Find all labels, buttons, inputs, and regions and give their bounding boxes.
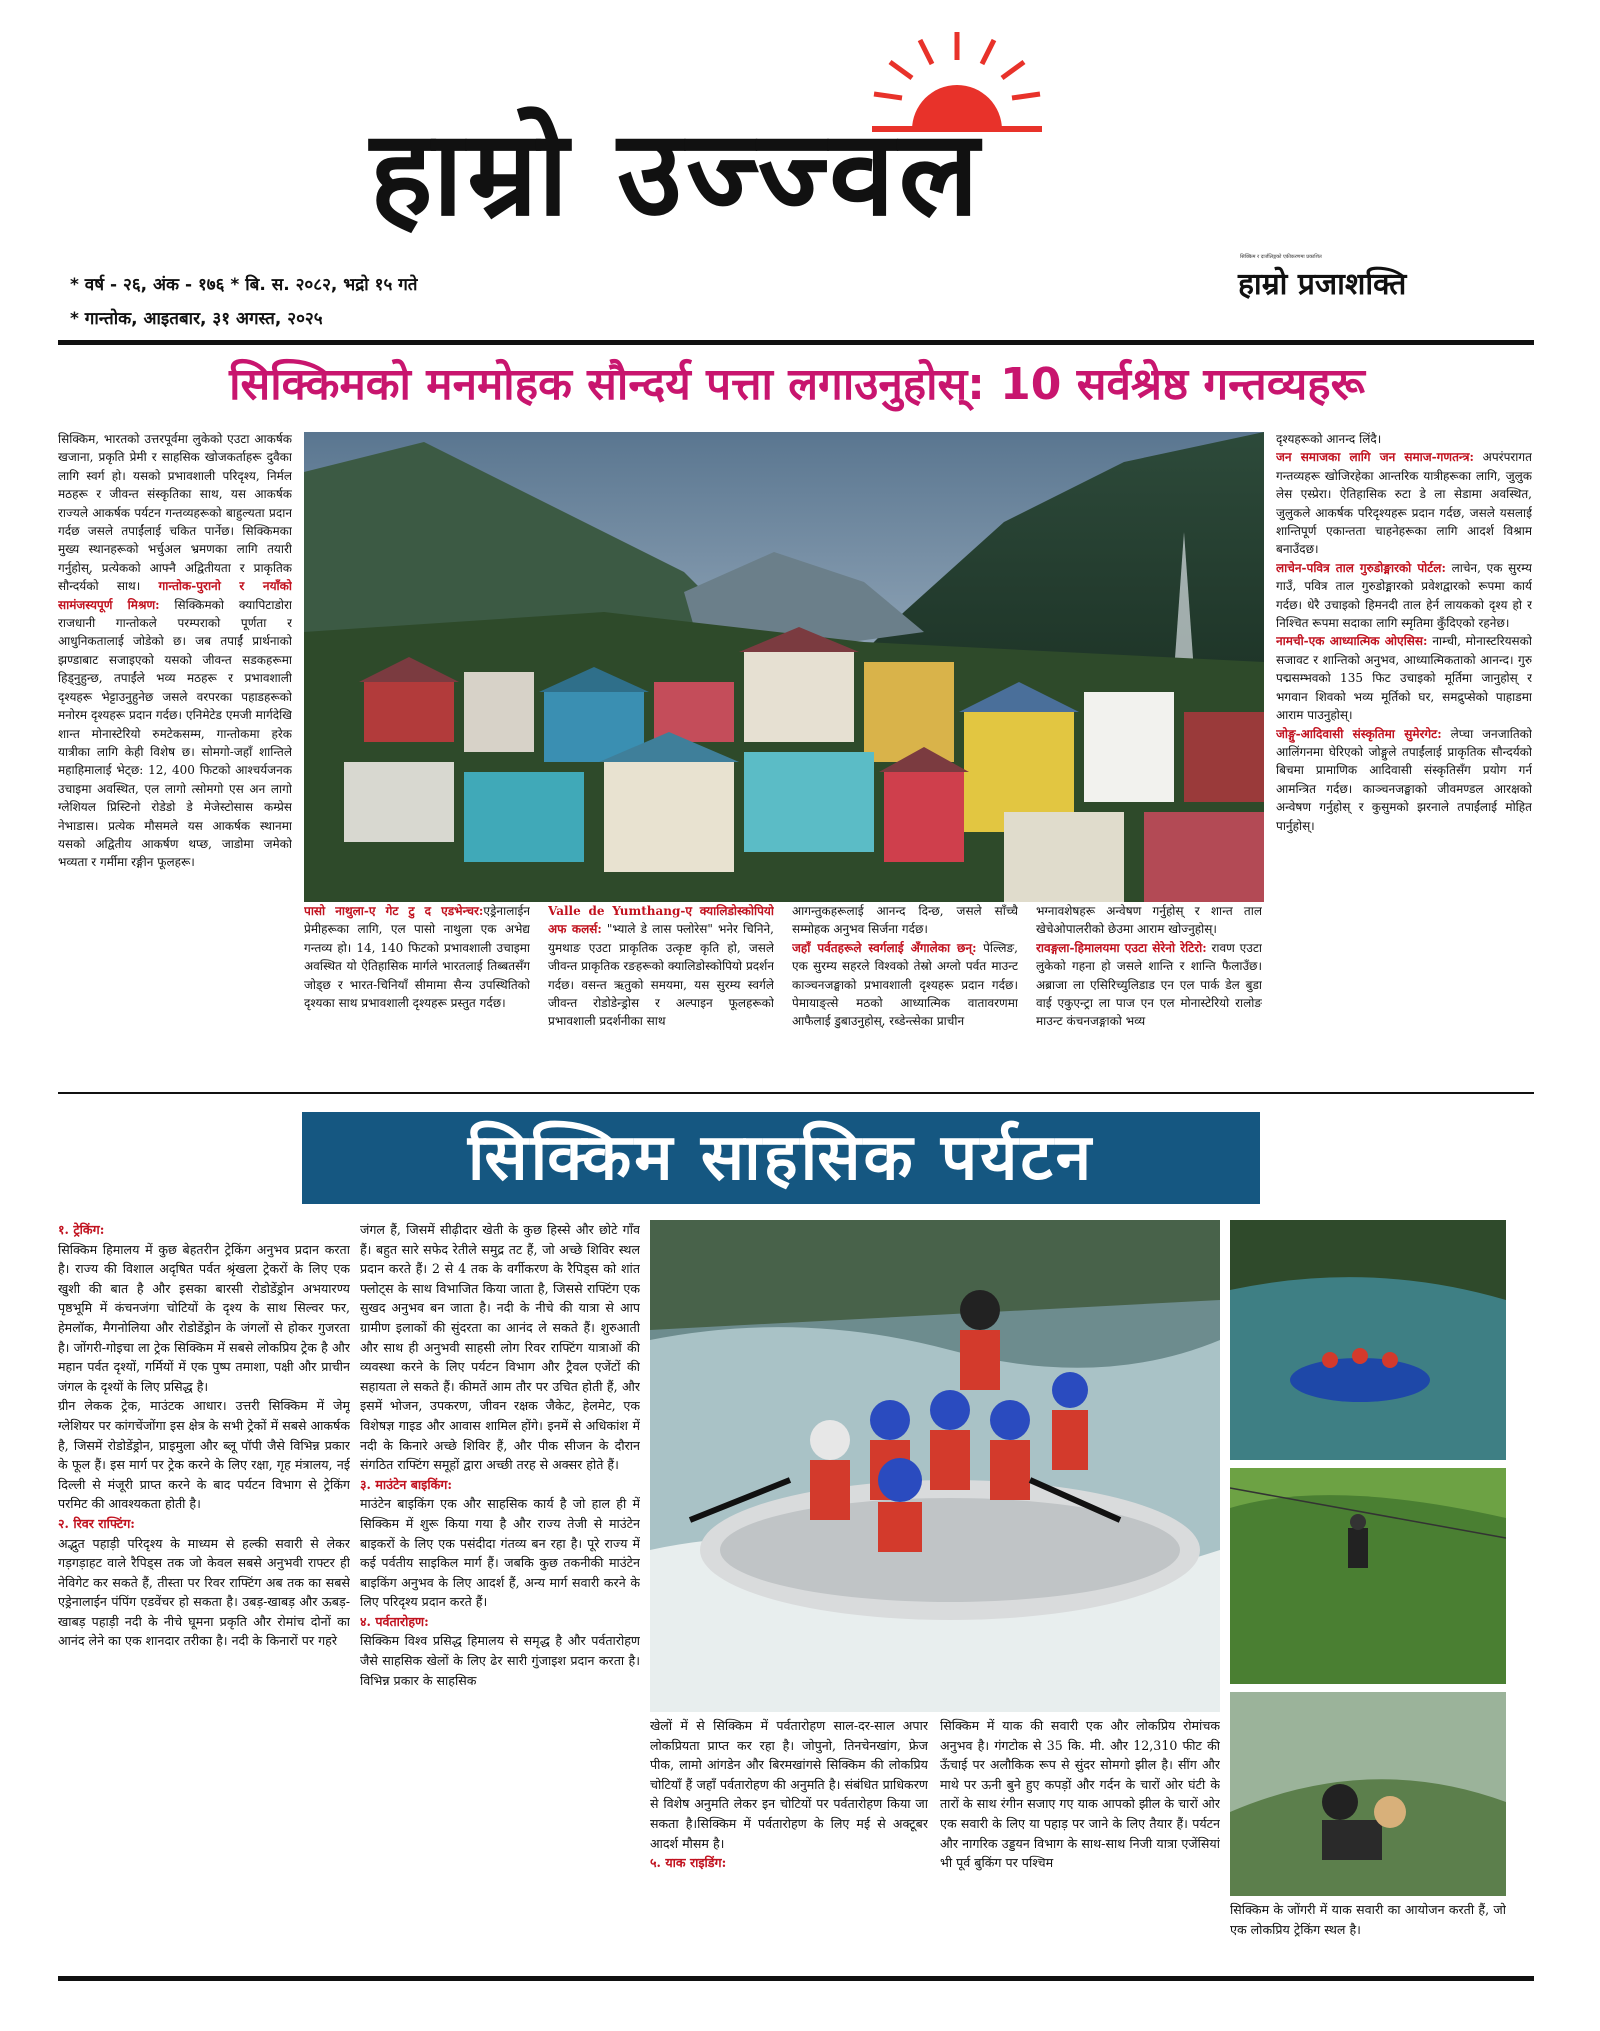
subhead: जहाँ पर्वतहरूले स्वर्गलाई अँगालेका छन्: [792, 940, 977, 955]
article1-column-4 [792, 902, 1018, 1086]
paragraph: सिक्किमको क्यापिटाडोरा राजधानी गान्तोकले परम्पराको पूर्णता र आधुनिकतालाई जोडेको छ। जब तपाईं प्रार्थनाको झण्डाबाट सजाइएको यसको जीवन्त सडकहरूमा हिड्नुहुन्छ, तपाईंले भव्य मठहरू र प्रभावशाली दृश्यहरू भेट्टाउनुहुनेछ जसले वरपरका पहाडहरूको मनोरम दृश्यहरू प्रदान गर्दछ। एनिमेटेड एमजी मार्गदेखि शान्त मोनास्टेरियो रुमटेकसम्म, गान्तोकमा हरेक यात्रीका लागि केही विशेष छ। सोमगो-जहाँ शान्तिले महाहिमालाई भेट्छ: 12, 400 फिटको आश्चर्यजनक उचाइमा अवस्थित, एल लागो त्सोमगो एस अन लागो ग्लेशियल प्रिस्टिनो रोडेडो डे मेजेस्टोसास कम्प्रेस नेभाडास। प्रत्येक मौसमले यस आकर्षक स्थानमा यसको अद्वितीय आकर्षण थप्छ, जाडोमा जमेको भव्यता र गर्मीमा रङ्गीन फूलहरू। [58, 597, 292, 870]
paragraph: सिक्किम के जोंगरी में याक सवारी का आयोजन करती हैं, जो एक लोकप्रिय ट्रेकिंग स्थल है। [1230, 1902, 1506, 1937]
paragraph: माउंटेन बाइकिंग एक और साहसिक कार्य है जो हाल ही में सिक्किम में शुरू किया गया है और राज्य तेजी से माउंटेन बाइकरों के लिए एक पसंदीदा गंतव्य बन रहा है। पूरे राज्य में कई पर्वतीय साइकिल मार्ग हैं। जबकि कुछ तकनीकी माउंटेन बाइकिंग अनुभव के लिए आदर्श हैं, अन्य मार्ग सवारी करने के लिए परिदृश्य प्रदान करते हैं। [360, 1496, 640, 1610]
lachen-valley-photo [304, 432, 1264, 902]
footer-rule [58, 1976, 1534, 1981]
paragraph: "भ्याले डे लास फ्लोरेस" भनेर चिनिने, युमथाङ एउटा प्राकृतिक उत्कृष्ट कृति हो, जसले जीवन्त प्राकृतिक रङहरूको क्यालिडोस्कोपियो प्रदर्शन गर्दछ। वसन्त ऋतुको समयमा, यस सुरम्य स्वर्गले जीवन्त रोडोडेन्ड्रोस र अल्पाइन फूलहरूको प्रभावशाली प्रदर्शनीका साथ [548, 922, 774, 1029]
paragraph: आगन्तुकहरूलाई आनन्द दिन्छ, जसले साँच्चै सम्मोहक अनुभव सिर्जना गर्दछ। [792, 904, 1018, 937]
intro-paragraph: सिक्किम, भारतको उत्तरपूर्वमा लुकेको एउटा आकर्षक खजाना, प्रकृति प्रेमी र साहसिक खोजकर्ताहरू दुवैका लागि स्वर्ग हो। यसको प्रभावशाली परिदृश्य, निर्मल मठहरू र जीवन्त संस्कृतिका साथ, यस आकर्षक राज्यले आकर्षक पर्यटन गन्तव्यहरूको बाहुल्यता प्रदान गर्दछ जसले तपाईंलाई चकित पार्नेछ। सिक्किमका मुख्य स्थानहरूको भर्चुअल भ्रमणका लागि तयारी गर्नुहोस्, प्रत्येकको आफ्नै अद्वितीयता र प्राकृतिक सौन्दर्यको साथ। [58, 432, 292, 594]
subhead: ५. याक राइडिंग: [650, 1855, 727, 1871]
article2-column-5 [1230, 1900, 1506, 1966]
article1-column-2 [304, 902, 530, 1086]
paragraph: जंगल हैं, जिसमें सीढ़ीदार खेती के कुछ हिस्से और छोटे गाँव हैं। बहुत सारे सफेद रेतीले समुद्र तट हैं, जो अच्छे शिविर स्थल प्रदान करते हैं। 2 से 4 तक के वर्गीकरण के रैपिड्स को शांत फ्लोट्स के साथ विभाजित किया जाता है, जिससे राफ्टिंग एक सुखद अनुभव बन जाता है। नदी के नीचे की यात्रा से आप ग्रामीण इलाकों की सुंदरता का आनंद ले सकते हैं। शुरुआती और साथ ही अनुभवी साहसी लोग रिवर राफ्टिंग यात्राओं की व्यवस्था करने के लिए पर्यटन विभाग और ट्रैवल एजेंटों की सहायता ले सकते हैं। कीमतें आम तौर पर उचित होती हैं, और इसमें भोजन, उपकरण, जीवन रक्षक जैकेट, हेलमेट, एक विशेषज्ञ गाइड और आवास शामिल होंगे। इनमें से अधिकांश में नदी के किनारे अच्छे शिविर हैं, और पीक सीजन के दौरान संगठित राफ्टिंग समूहों द्वारा अच्छी तरह से अक्सर होते हैं। [360, 1222, 640, 1473]
subhead: जोङ्गु-आदिवासी संस्कृतिमा सुमेरगेट: [1276, 726, 1442, 741]
sister-paper-tagline: सिक्किम र दार्जलिङ्गको एकीकरणमा प्रकाशित [1240, 254, 1322, 260]
subhead: Valle de Yumthang-ए क्यालिडोस्कोपियो अफ कलर्स: [548, 904, 774, 937]
paragraph: लाचेन, एक सुरम्य गाउँ, पवित्र ताल गुरुडोङ्मारको प्रवेशद्वारको रूपमा कार्य गर्दछ। धेरै उचाइको हिमनदी ताल हेर्न लायकको दृश्य हो र निश्चित रूपमा सदाका लागि स्मृतिमा कुँदिएको रहनेछ। [1276, 560, 1532, 631]
paragraph: लेप्चा जनजातिको आलिंगनमा घेरिएको जोङ्गुले तपाईंलाई प्राकृतिक सौन्दर्यको बिचमा प्रामाणिक आदिवासी संस्कृतिसँग प्रयोग गर्न आमन्त्रित गर्दछ। काञ्चनजङ्घाको जीवमण्डल आरक्षको अन्वेषण गर्नुहोस् र कुसुमको झरनाले तपाईंलाई मोहित पार्नुहोस्। [1276, 726, 1532, 833]
paragraph: रावण एउटा लुकेको गहना हो जसले शान्ति र शान्ति फैलाउँछ। अब्राजा ला एसिरिच्युलिडाड एन एल पार्क डेल बुडा वाई एकुएन्ट्रा ला पाज एन एल मोनास्टेरियो रालोङ माउन्ट कंचनजङ्गाको भव्य [1036, 940, 1262, 1029]
masthead-title: हाम्रो उज्ज्वल [370, 104, 983, 242]
article2-column-2 [360, 1220, 640, 1966]
article1-column-6 [1276, 430, 1532, 1086]
paragraph: भग्नावशेषहरू अन्वेषण गर्नुहोस् र शान्त ताल खेचेओपालरीको छेउमा आराम खोज्नुहोस्। [1036, 904, 1262, 937]
zipline-forest-photo [1230, 1468, 1506, 1684]
article-headline: सिक्किमको मनमोहक सौन्दर्य पत्ता लगाउनुहोस्: 10 सर्वश्रेष्ठ गन्तव्यहरू [229, 359, 1365, 410]
subhead: रावङ्गला-हिमालयमा एउटा सेरेनो रेटिरो: [1036, 940, 1207, 955]
section-divider [58, 1092, 1534, 1094]
sister-paper-name: हाम्रो प्रजाशक्ति [1238, 267, 1407, 302]
subhead: २. रिवर राफ्टिंग: [58, 1515, 135, 1531]
place-date: * गान्तोक, आइतबार, ३१ अगस्त, २०२५ [70, 309, 323, 329]
paragraph: सिक्किम विश्व प्रसिद्ध हिमालय से समृद्ध है और पर्वतारोहण जैसे साहसिक खेलों के लिए ढेर सारी गुंजाइश प्रदान करता है। विभिन्न प्रकार के साहसिक [360, 1633, 640, 1688]
subhead: ३. माउंटेन बाइकिंग: [360, 1476, 453, 1492]
paragraph: खेलों में से सिक्किम में पर्वतारोहण साल-दर-साल अपार लोकप्रियता प्राप्त कर रहा है। जोपुनो, तिनचेनखांग, फ्रेज पीक, लामो आंगडेन और बिरमखांगसे सिक्किम की लोकप्रिय चोटियाँ हैं जहाँ पर्वतारोहण की अनुमति है। संबंधित प्राधिकरण से विशेष अनुमति लेकर इन चोटियों पर पर्वतारोहण किया जा सकता है।सिक्किम में पर्वतारोहण के लिए मई से अक्टूबर आदर्श मौसम है। [650, 1718, 928, 1851]
article2-column-3 [650, 1716, 928, 1966]
subhead: १. ट्रेकिंग: [58, 1222, 105, 1237]
subhead: ४. पर्वतारोहण: [360, 1613, 429, 1629]
subhead: नामची-एक आध्यात्मिक ओएसिस: [1276, 634, 1428, 649]
issue-info: * वर्ष - २६, अंक - १७६ * बि. स. २०८२, भद्रो १५ गते [70, 275, 418, 295]
raft-on-river-photo [1230, 1220, 1506, 1460]
article1-column-1 [58, 430, 292, 1086]
paragraph: सिक्किम हिमालय में कुछ बेहतरीन ट्रेकिंग अनुभव प्रदान करता है। राज्य की विशाल अदृषित पर्वत श्रृंखला ट्रेकरों के लिए एक खुशी की बात है और इसका बारसी रोडोडेंड्रोन अभयारण्य पृष्ठभूमि में कंचनजंगा चोटियों के दृश्य के साथ सिल्वर फर, हेमलॉक, मैगनोलिया और रोडोडेंड्रोन के जंगलों से होकर गुजरता है। जोंगरी-गोइचा ला ट्रेक सिक्किम में सबसे लोकप्रिय ट्रेक है और महान पर्वत दृश्यों, गर्मियों में एक पुष्प तमाशा, पक्षी और प्राचीन जंगल के दृश्यों के लिए प्रसिद्ध है। [58, 1241, 350, 1394]
paragraph: अपरंपरागत गन्तव्यहरू खोजिरहेका आन्तरिक यात्रीहरूका लागि, जुलुक लेस एस्प्रेरा। ऐतिहासिक रुटा डे ला सेडामा अवस्थित, जुलुकले आकर्षक परिदृश्यहरू प्रदान गर्दछ, जसले यसलाई शान्तिपूर्ण एकान्तता चाहनेहरूका लागि आदर्श विश्राम बनाउँदछ। [1276, 450, 1532, 557]
paragraph: एड्रेनालाईन प्रेमीहरूका लागि, एल पासो नाथुला एक अभेद्य गन्तव्य हो। 14, 140 फिटको प्रभावशाली उचाइमा अवस्थित यो ऐतिहासिक मार्गले भारतलाई तिब्बतसँग जोड्छ र भारत-चिनियाँ सीमामा सैन्य उपस्थितिको दृश्यका साथ प्रभावशाली दृश्यहरू प्रस्तुत गर्दछ। [304, 904, 530, 1011]
article2-column-4 [940, 1716, 1220, 1966]
subhead: लाचेन-पवित्र ताल गुरुडोङ्मारको पोर्टल: [1276, 560, 1446, 575]
paragliding-photo [1230, 1692, 1506, 1896]
river-rafting-photo [650, 1220, 1220, 1712]
article2-column-1 [58, 1220, 350, 1966]
article1-column-3 [548, 902, 774, 1086]
section-banner: सिक्किम साहसिक पर्यटन [302, 1112, 1260, 1204]
paragraph: अद्भुत पहाड़ी परिदृश्य के माध्यम से हल्की सवारी से लेकर गड़गड़ाहट वाले रैपिड्स तक जो केवल सबसे अनुभवी राफ्टर ही नेविगेट कर सकते हैं, तीस्ता पर रिवर राफ्टिंग अब तक का सबसे एड्रेनालाईन पंपिंग एडवेंचर हो सकता है। उबड़-खाबड़ और ऊबड़-खाबड़ पहाड़ी नदी के नीचे घूमना प्रकृति और रोमांच दोनों का आनंद लेने का एक शानदार तरीका है। नदी के किनारों पर गहरे [58, 1535, 350, 1649]
paragraph: दृश्यहरूको आनन्द लिंदै। [1276, 432, 1382, 446]
article1-column-5 [1036, 902, 1262, 1086]
subhead: पासो नाथुला-ए गेट टु द एडभेन्चर: [304, 904, 484, 918]
masthead-rule [58, 340, 1534, 345]
paragraph: नाम्ची, मोनास्टरियसको सजावट र शान्तिको अनुभव, आध्यात्मिकताको आनन्द। गुरु पद्मसम्भवको 135 फिट उचाइको मूर्तिमा जानुहोस् र भगवान शिवको भव्य मूर्तिको घर, समद्रुप्सेको पाहाडमा आराम पाउनुहोस्। [1276, 634, 1532, 723]
paragraph: सिक्किम में याक की सवारी एक और लोकप्रिय रोमांचक अनुभव है। गंगटोक से 35 कि. मी. और 12,310 फीट की ऊँचाई पर अलौकिक रूप से सुंदर सोमगो झील है। सींग और माथे पर ऊनी बुने हुए कपड़ों और गर्दन के चारों ओर घंटी के तारों के साथ रंगीन सजाए गए याक आपको झील के चारों ओर एक सवारी के लिए या पहाड़ पर जाने के लिए तैयार हैं। पर्यटन और नागरिक उड्डयन विभाग के साथ-साथ निजी यात्रा एजेंसियां भी पूर्व बुकिंग पर पश्चिम [940, 1718, 1220, 1871]
subhead: जन समाजका लागि जन समाज-गणतन्त्र: [1276, 450, 1474, 465]
paragraph: पेल्लिङ, एक सुरम्य सहरले विश्वको तेस्रो अग्लो पर्वत माउन्ट काञ्चनजङ्घाको प्रभावशाली दृश्यहरू प्रदान गर्दछ। पेमायाङ्त्से मठको आध्यात्मिक वातावरणमा आफैलाई डुबाउनुहोस्, रब्डेन्त्सेका प्राचीन [792, 940, 1018, 1029]
paragraph: ग्रीन लेकक ट्रेक, माउंटक आधार। उत्तरी सिक्किम में जेमू ग्लेशियर पर कांगचेंजोंगा इस क्षेत्र के सभी ट्रेकों में सबसे आकर्षक है, जिसमें रोडोडेंड्रोन, प्राइमुला और ब्लू पॉपी जैसे विभिन्न प्रकार के फूल हैं। इस मार्ग पर ट्रेक करने के लिए रक्षा, गृह मंत्रालय, नई दिल्ली से मंजूरी प्राप्त करने के बाद पर्यटन विभाग से ट्रेकिंग परमिट की आवश्यकता होती है। [58, 1398, 350, 1512]
subhead: गान्तोक-पुरानो र नयाँको सामंजस्यपूर्ण मिश्रण: [58, 579, 292, 612]
